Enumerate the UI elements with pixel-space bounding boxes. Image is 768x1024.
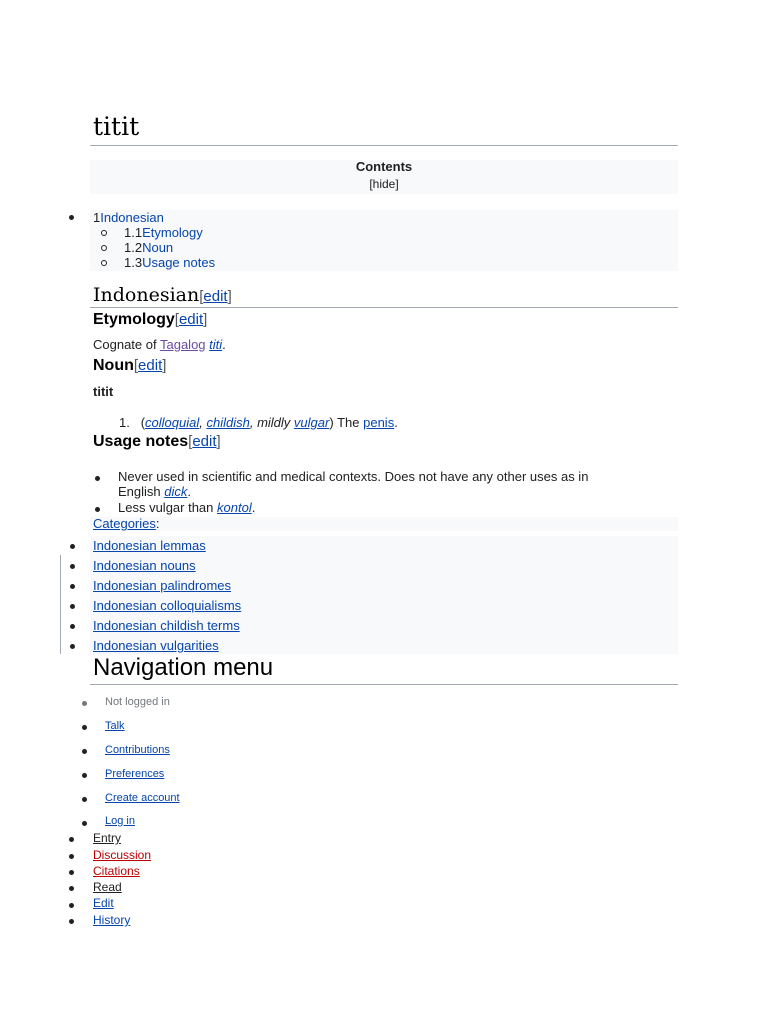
toc-sub-bullet xyxy=(101,260,107,266)
not-logged-in: Not logged in xyxy=(105,696,170,708)
category-bullet xyxy=(70,564,75,569)
categories-link[interactable]: Categories xyxy=(93,516,156,531)
heading-text: Etymology xyxy=(93,311,175,328)
usage-bullet xyxy=(95,507,100,512)
label-childish-link[interactable]: childish xyxy=(206,415,250,430)
section-heading-indonesian xyxy=(93,284,232,306)
category-link[interactable]: Indonesian nouns xyxy=(93,558,196,573)
tab-history[interactable]: History xyxy=(93,913,131,927)
usage-note-1-end: . xyxy=(187,484,191,499)
tagalog-link[interactable]: Tagalog xyxy=(159,337,206,352)
toc-item-label[interactable]: Etymology xyxy=(142,225,203,240)
section-divider xyxy=(90,307,678,308)
edit-section-link[interactable]: [edit] xyxy=(133,357,167,374)
categories-colon: : xyxy=(155,516,160,531)
definition-number: 1. xyxy=(119,415,130,430)
toc-title: Contents xyxy=(355,159,413,174)
label-colloquial-link[interactable]: colloquial xyxy=(145,415,200,430)
definition-1: 1. (colloquial, childish, mildly vulgar) The penis. xyxy=(119,415,398,430)
personal-bullet xyxy=(82,821,87,826)
heading-text: Noun xyxy=(93,357,134,374)
tab-edit[interactable]: Edit xyxy=(93,896,114,910)
categories-divider xyxy=(60,555,61,654)
tab-read[interactable]: Read xyxy=(93,880,122,894)
personal-bullet xyxy=(82,749,87,754)
log-in-link[interactable]: Log in xyxy=(105,815,135,827)
category-bullet xyxy=(70,604,75,609)
category-link[interactable]: Indonesian colloquialisms xyxy=(93,598,242,613)
tab-citations[interactable]: Citations xyxy=(93,864,140,878)
personal-bullet xyxy=(82,797,87,802)
label-mildly: mildly xyxy=(257,415,291,430)
view-bullet xyxy=(69,903,74,908)
categories-label xyxy=(93,516,160,531)
category-link[interactable]: Indonesian vulgarities xyxy=(93,638,219,653)
section-heading-noun xyxy=(93,357,166,375)
title-divider xyxy=(90,145,678,146)
personal-bullet xyxy=(82,725,87,730)
tab-discussion[interactable]: Discussion xyxy=(93,848,152,862)
section-heading-etymology xyxy=(93,311,207,329)
definition-end: . xyxy=(394,415,398,430)
category-bullet xyxy=(70,644,75,649)
contributions-link[interactable]: Contributions xyxy=(105,744,170,756)
usage-note-1-text: Never used in scientific and medical contexts. Does not have any other uses as in xyxy=(118,469,589,484)
view-bullet xyxy=(69,886,74,891)
toc-sub-bullet xyxy=(101,245,107,251)
toc-item-noun[interactable] xyxy=(124,240,173,255)
category-bullet xyxy=(70,624,75,629)
toc-header xyxy=(90,160,678,194)
talk-link[interactable]: Talk xyxy=(105,720,125,732)
categories-band xyxy=(90,517,678,531)
edit-section-link[interactable]: [edit] xyxy=(199,288,232,305)
toc-item-label[interactable]: Noun xyxy=(142,240,174,255)
category-link[interactable]: Indonesian lemmas xyxy=(93,538,206,553)
toc-item-number: 1 xyxy=(93,210,101,225)
section-heading-usage-notes xyxy=(93,433,221,451)
usage-bullet xyxy=(95,476,100,481)
usage-note-2 xyxy=(118,500,255,515)
toc-bullet xyxy=(69,215,74,220)
edit-section-link[interactable]: [edit] xyxy=(174,311,208,328)
category-link[interactable]: Indonesian childish terms xyxy=(93,618,240,633)
definition-text: The xyxy=(337,415,360,430)
toc-item-usage-notes[interactable] xyxy=(124,255,215,270)
label-close: ) xyxy=(329,415,334,430)
usage-note-1-prefix: English xyxy=(118,484,165,499)
dick-link[interactable]: dick xyxy=(164,484,188,499)
category-bullet xyxy=(70,544,75,549)
create-account-link[interactable]: Create account xyxy=(105,792,180,804)
view-bullet xyxy=(69,919,74,924)
heading-text: Indonesian xyxy=(93,284,200,306)
view-bullet xyxy=(69,837,74,842)
toc-item-number: 1.1 xyxy=(124,225,143,240)
toc-item-etymology[interactable] xyxy=(124,225,203,240)
usage-note-1 xyxy=(118,469,588,484)
navigation-divider xyxy=(90,684,678,685)
label-open: ( xyxy=(140,415,146,430)
toc-item-label[interactable]: Usage notes xyxy=(142,255,216,270)
usage-note-2-prefix: Less vulgar than xyxy=(118,500,218,515)
edit-link[interactable]: edit xyxy=(138,357,163,374)
toc-item-number: 1.2 xyxy=(124,240,143,255)
etymology-prefix: Cognate of xyxy=(93,337,160,352)
etymology-text xyxy=(93,337,226,352)
preferences-link[interactable]: Preferences xyxy=(105,768,165,780)
label-vulgar-link[interactable]: vulgar xyxy=(293,415,330,430)
page-title: titit xyxy=(93,112,140,141)
toc-hide-toggle[interactable]: [hide] xyxy=(369,177,399,191)
toc-item-number: 1.3 xyxy=(124,255,143,270)
toc-item-label[interactable]: Indonesian xyxy=(100,210,164,225)
category-link[interactable]: Indonesian palindromes xyxy=(93,578,232,593)
penis-link[interactable]: penis xyxy=(363,415,395,430)
edit-section-link[interactable]: [edit] xyxy=(188,433,221,450)
personal-bullet xyxy=(82,701,87,706)
toc-item-indonesian[interactable] xyxy=(93,210,164,225)
titi-link[interactable]: titi xyxy=(209,337,223,352)
edit-link[interactable]: edit xyxy=(178,311,204,328)
tab-entry[interactable]: Entry xyxy=(93,831,122,845)
heading-text: Usage notes xyxy=(93,433,189,450)
categories-list xyxy=(90,536,678,654)
category-bullet xyxy=(70,584,75,589)
view-bullet xyxy=(69,870,74,875)
etymology-suffix: . xyxy=(222,337,226,352)
personal-bullet xyxy=(82,773,87,778)
edit-link[interactable]: edit xyxy=(192,433,217,450)
toc-sub-bullet xyxy=(101,230,107,236)
usage-note-2-end: . xyxy=(251,500,256,515)
usage-note-1-cont xyxy=(118,484,191,499)
navigation-heading: Navigation menu xyxy=(93,654,274,681)
edit-link[interactable]: edit xyxy=(203,288,228,305)
view-bullet xyxy=(69,854,74,859)
kontol-link[interactable]: kontol xyxy=(217,500,252,515)
headword: titit xyxy=(93,384,114,399)
